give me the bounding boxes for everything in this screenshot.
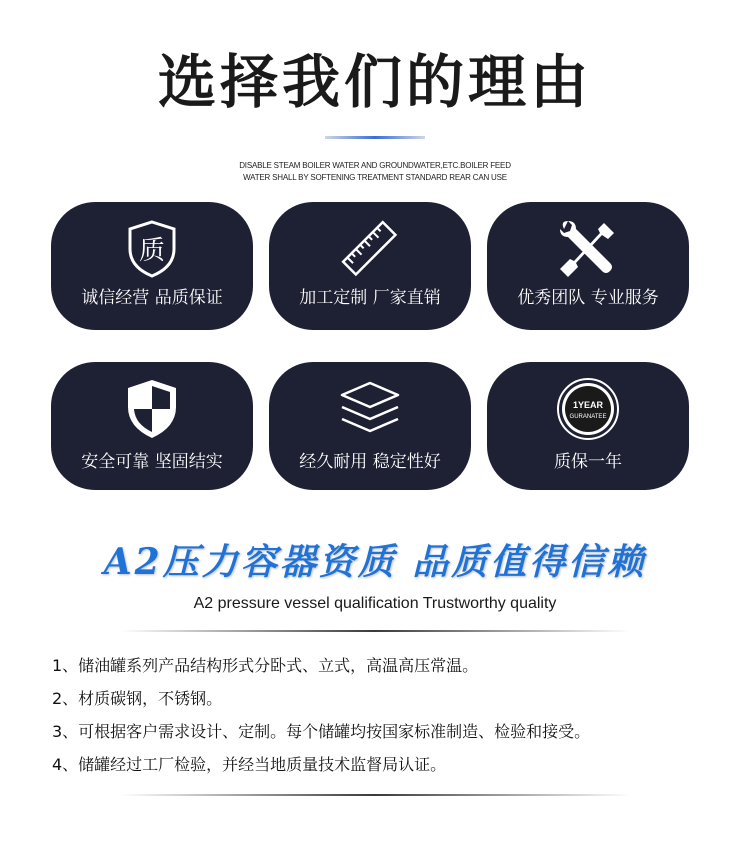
card-label: 优秀团队 专业服务 [517, 288, 659, 308]
list-item: 3、可根据客户需求设计、定制。每个储罐均按国家标准制造、检验和接受。 [52, 722, 591, 741]
card-safety [51, 362, 253, 490]
subtitle [0, 160, 750, 184]
feature-list [52, 655, 732, 787]
card-custom [269, 202, 471, 330]
card-label: 加工定制 厂家直销 [299, 288, 441, 308]
qualification-subtitle: A2 pressure vessel qualification Trustworthy quality [193, 595, 557, 612]
card-warranty [487, 362, 689, 490]
subtitle-line-1: DISABLE STEAM BOILER WATER AND GROUNDWATER,ETC.BOILER FEED [239, 161, 511, 170]
card-label: 质保一年 [554, 452, 622, 472]
qualification-title: A2压力容器资质 品质值得信赖 [103, 541, 647, 583]
card-team [487, 202, 689, 330]
page-title: 选择我们的理由 [157, 48, 592, 116]
card-integrity [51, 202, 253, 330]
divider-bottom [120, 794, 630, 796]
card-label: 经久耐用 稳定性好 [299, 452, 441, 472]
warranty-seal-text-1: 1YEAR [572, 400, 604, 410]
layers-icon [269, 376, 471, 442]
divider-top [120, 630, 630, 632]
card-label: 安全可靠 坚固结实 [81, 452, 223, 472]
card-durable [269, 362, 471, 490]
card-label: 诚信经营 品质保证 [81, 288, 223, 308]
warranty-seal-icon [487, 376, 689, 442]
ruler-icon [269, 216, 471, 282]
list-item: 4、储罐经过工厂检验，并经当地质量技术监督局认证。 [52, 755, 447, 774]
quality-badge-text: 质 [138, 236, 166, 266]
list-item: 2、材质碳钢，不锈钢。 [52, 689, 223, 708]
wrench-screwdriver-icon [487, 216, 689, 282]
warranty-seal-text-2: GURANATEE [569, 414, 607, 420]
shield-icon [51, 376, 253, 442]
title-underline [325, 136, 425, 139]
list-item: 1、储油罐系列产品结构形式分卧式、立式，高温高压常温。 [52, 656, 479, 675]
subtitle-line-2: WATER SHALL BY SOFTENING TREATMENT STANDARD REAR CAN USE [243, 173, 507, 182]
quality-badge-icon [51, 216, 253, 282]
